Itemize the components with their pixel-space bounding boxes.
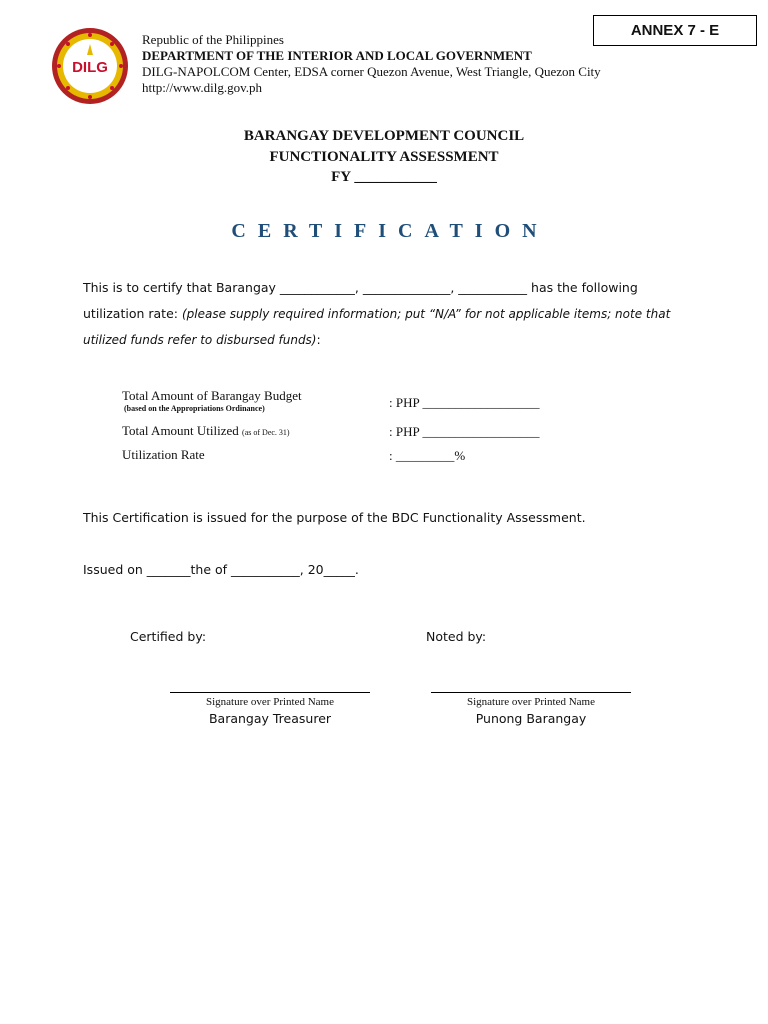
budget-label: Total Amount of Barangay Budget [122, 388, 302, 403]
treasurer-title: Barangay Treasurer [208, 711, 332, 726]
budget-note: (based on the Appropriations Ordinance) [124, 404, 265, 413]
header-website-link[interactable]: http://www.dilg.gov.ph [142, 80, 263, 95]
title-assessment: FUNCTIONALITY ASSESSMENT [269, 149, 499, 165]
seal-text: DILG [72, 59, 108, 76]
treasurer-signature-caption: Signature over Printed Name [206, 696, 334, 708]
rate-value-field[interactable]: : _________% [389, 448, 466, 463]
intro-line-2 [83, 306, 670, 321]
header-department: DEPARTMENT OF THE INTERIOR AND LOCAL GOVERNMENT [142, 48, 532, 63]
intro-prefix: utilization rate: [83, 306, 182, 321]
title-council: BARANGAY DEVELOPMENT COUNCIL [243, 128, 525, 144]
title-fy: FY ___________ [331, 169, 437, 185]
certification-heading: CERTIFICATION [231, 220, 549, 242]
purpose-statement: This Certification is issued for the purpose of the BDC Functionality Assessment. [83, 510, 586, 525]
utilized-label [122, 423, 290, 439]
dilg-seal-icon [51, 27, 129, 105]
budget-value-field[interactable]: : PHP __________________ [389, 395, 540, 410]
utilized-value-field[interactable]: : PHP __________________ [389, 424, 540, 439]
issued-date-line[interactable]: Issued on _______the of ___________, 20_____. [83, 562, 359, 577]
certified-by-label: Certified by: [130, 629, 207, 644]
noted-by-label: Noted by: [426, 629, 487, 644]
punong-barangay-title: Punong Barangay [475, 711, 587, 726]
intro-instructions: (please supply required information; put “N/A” for not applicable items; note that [181, 307, 671, 321]
rate-label: Utilization Rate [122, 447, 205, 462]
punong-barangay-signature-caption: Signature over Printed Name [467, 696, 595, 708]
intro-colon: : [316, 332, 321, 347]
header-republic: Republic of the Philippines [142, 32, 284, 47]
utilized-note: (as of Dec. 31) [242, 428, 290, 437]
utilized-label-text: Total Amount Utilized [122, 423, 243, 438]
intro-line-3 [83, 332, 321, 347]
annex-label: ANNEX 7 - E [593, 15, 757, 46]
intro-line-1: This is to certify that Barangay ____________, ______________, ___________ has the following [83, 280, 638, 295]
header-address: DILG-NAPOLCOM Center, EDSA corner Quezon Avenue, West Triangle, Quezon City [142, 64, 601, 79]
treasurer-signature-line[interactable] [170, 692, 370, 693]
intro-note: utilized funds refer to disbursed funds) [83, 333, 317, 347]
punong-barangay-signature-line[interactable] [431, 692, 631, 693]
